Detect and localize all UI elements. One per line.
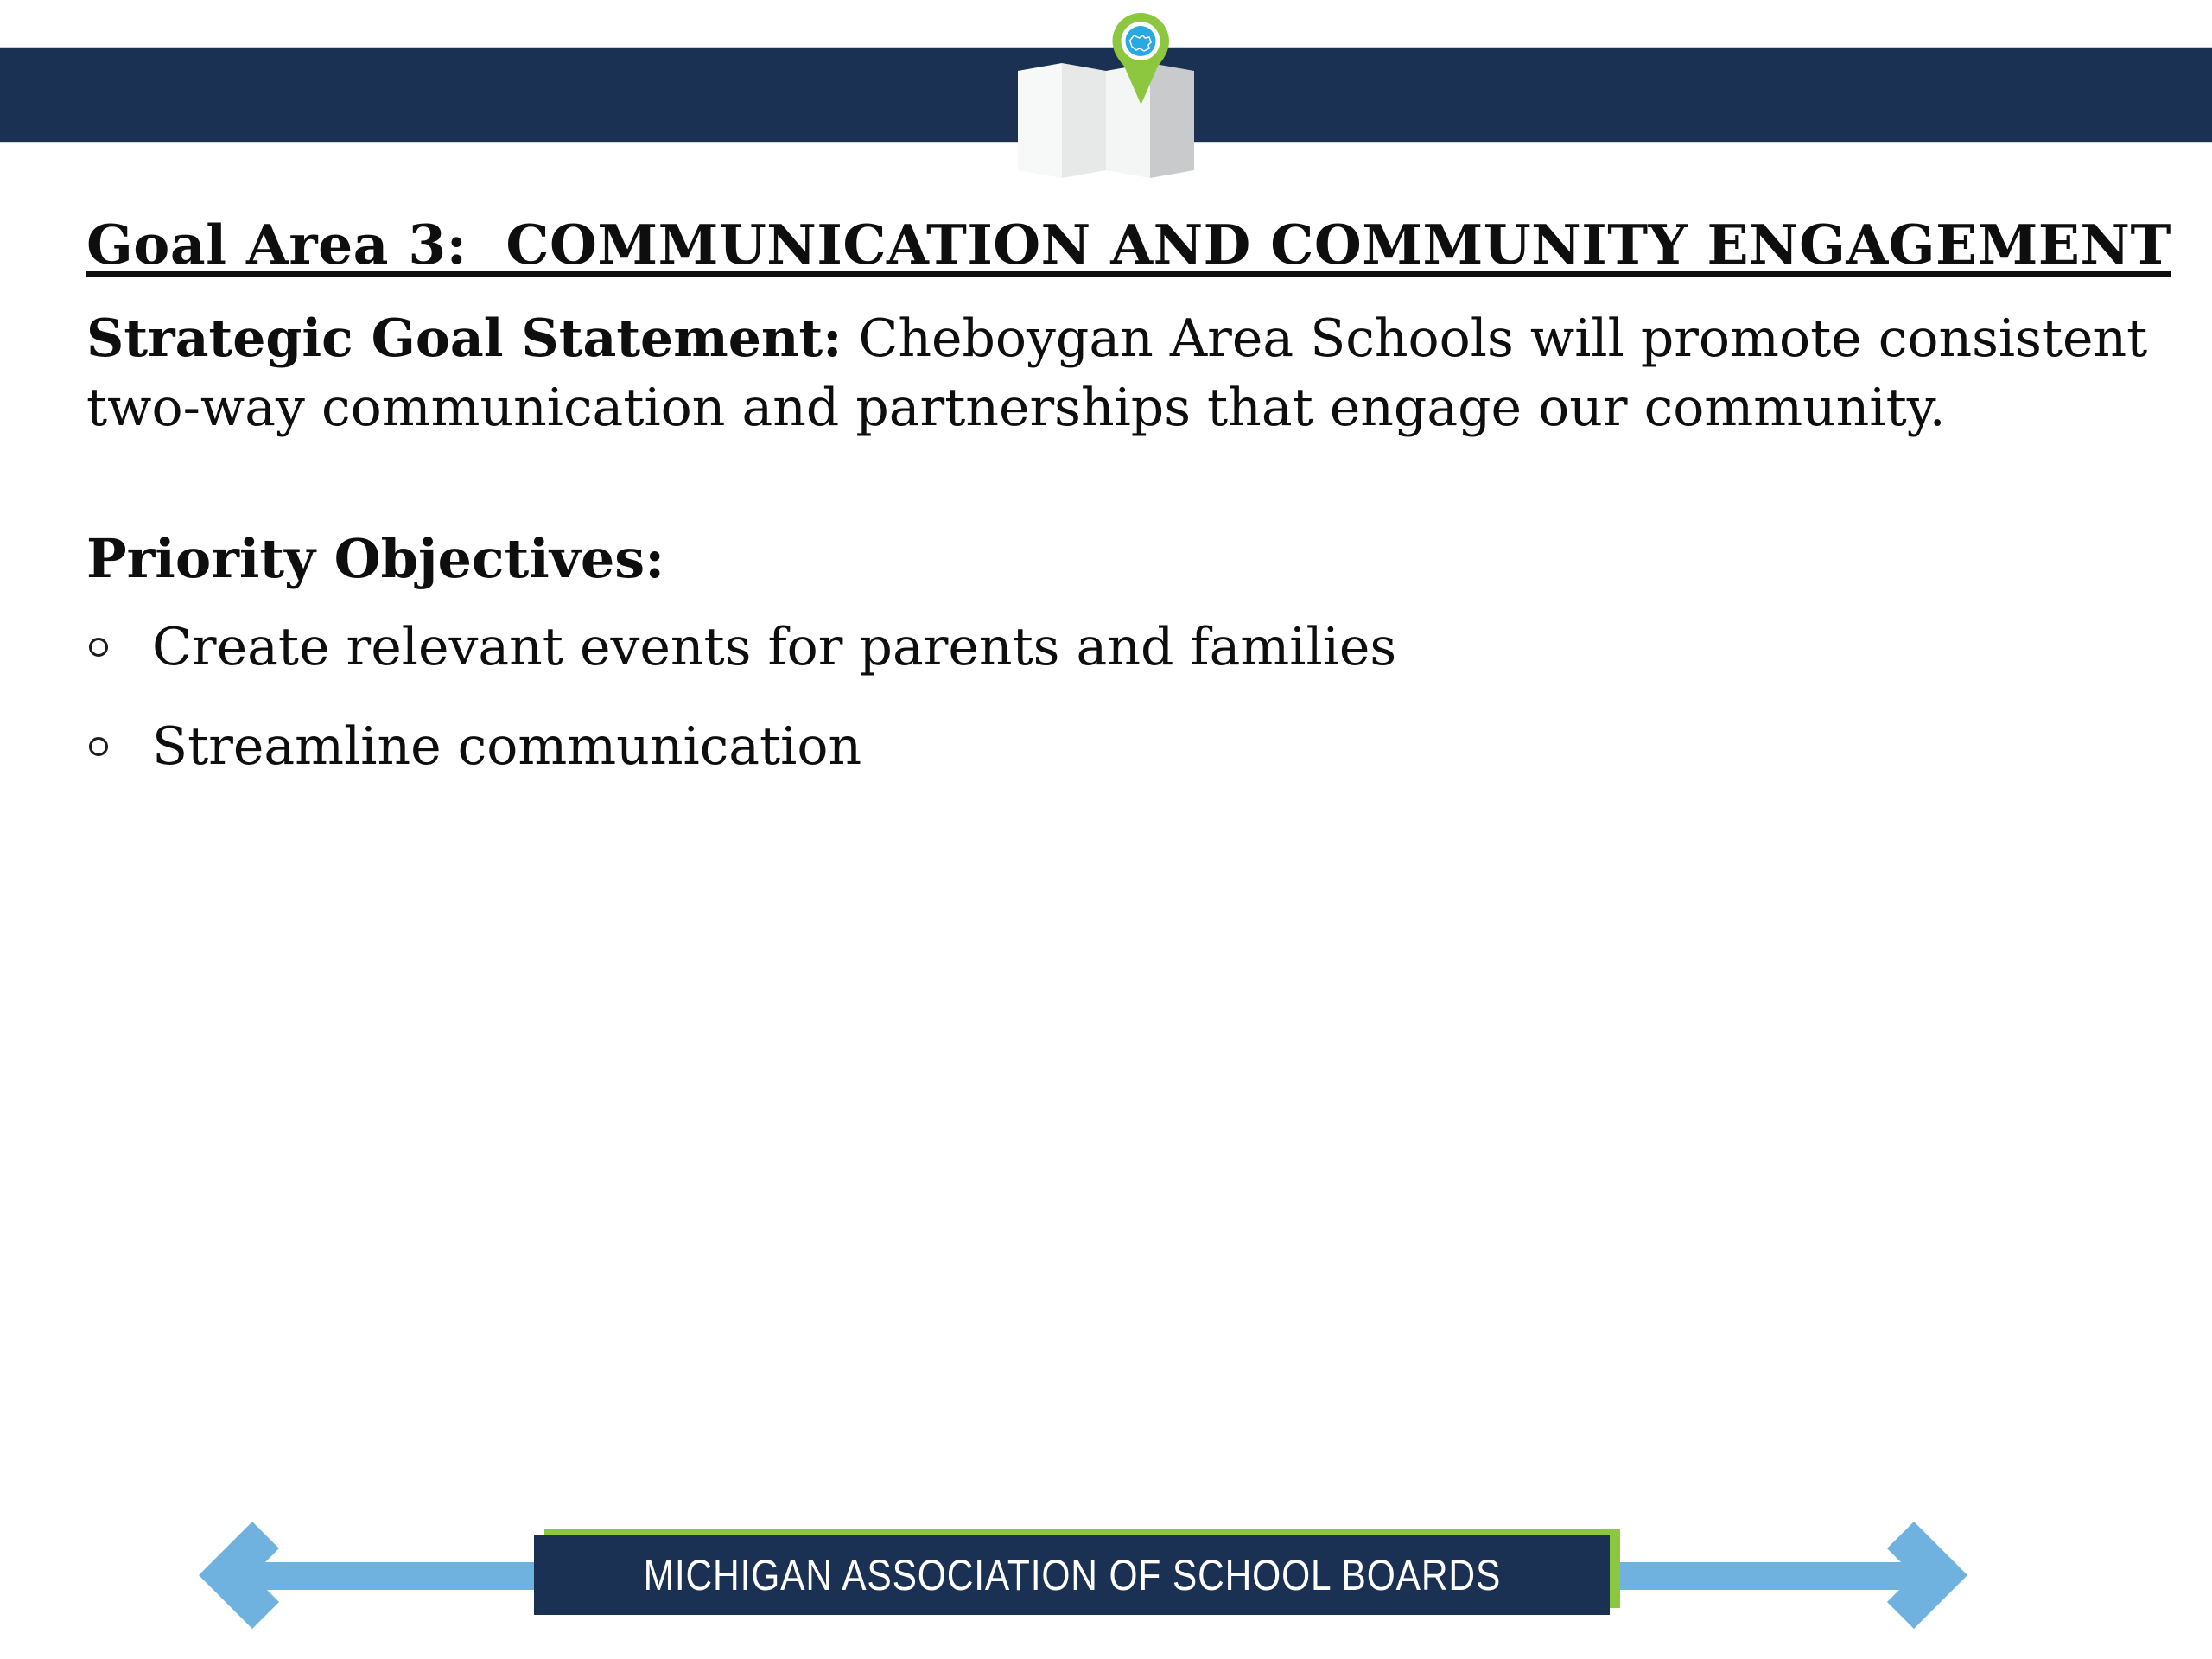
folded-map-icon <box>1018 63 1194 178</box>
masb-banner-text: MICHIGAN ASSOCIATION OF SCHOOL BOARDS <box>643 1551 1501 1599</box>
objective-item <box>86 615 1642 680</box>
objective-item <box>86 715 1642 779</box>
priority-objectives-list <box>86 615 1642 779</box>
folded-map-location-pin-icon <box>1011 5 1197 180</box>
strategic-goal-line2: two-way communication and partnerships that engage our community. <box>86 378 1946 438</box>
circle-bullet-icon <box>89 737 108 756</box>
slide-title: Goal Area 3: COMMUNICATION AND COMMUNITY ENGAGEMENT <box>86 213 2171 276</box>
right-arrow-icon <box>1616 1522 1967 1629</box>
strategic-goal-text: Cheboygan Area Schools will promote consistent <box>842 308 2148 369</box>
strategic-goal-label: Strategic Goal Statement: <box>86 308 842 369</box>
masb-banner <box>534 1535 1610 1615</box>
left-arrow-icon <box>199 1522 544 1629</box>
strategic-goal-statement <box>86 304 2147 442</box>
strategic-goal-line1 <box>86 304 2147 373</box>
objective-text: Streamline communication <box>152 716 862 777</box>
priority-objectives-heading: Priority Objectives: <box>86 527 665 590</box>
circle-bullet-icon <box>89 638 108 657</box>
objective-text: Create relevant events for parents and families <box>152 617 1397 677</box>
